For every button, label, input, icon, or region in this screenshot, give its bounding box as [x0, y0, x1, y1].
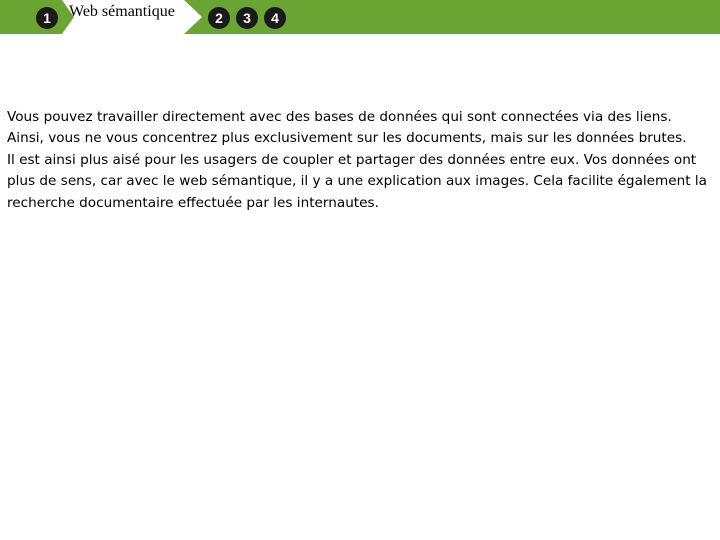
step-3-button[interactable]: 3 — [236, 7, 258, 29]
step-4-button[interactable]: 4 — [264, 7, 286, 29]
step-navigation-bar — [0, 0, 720, 34]
content-body — [7, 107, 707, 214]
step-2-button[interactable]: 2 — [208, 7, 230, 29]
active-step-title: Web sémantique — [69, 3, 175, 20]
paragraph-2: Il est ainsi plus aisé pour les usagers de coupler et partager des données entre eux. Vos données ont plus de sens, car avec le web sémantique, il y a une explication aux images. Cela facilite également la recherche documentaire effectuée par les internautes. — [7, 151, 708, 211]
paragraph-1: Vous pouvez travailler directement avec des bases de données qui sont connectées via des liens. Ainsi, vous ne vous concentrez plus exclusivement sur les documents, mais sur les données brutes. — [7, 109, 687, 147]
step-1-button[interactable]: 1 — [36, 7, 58, 29]
